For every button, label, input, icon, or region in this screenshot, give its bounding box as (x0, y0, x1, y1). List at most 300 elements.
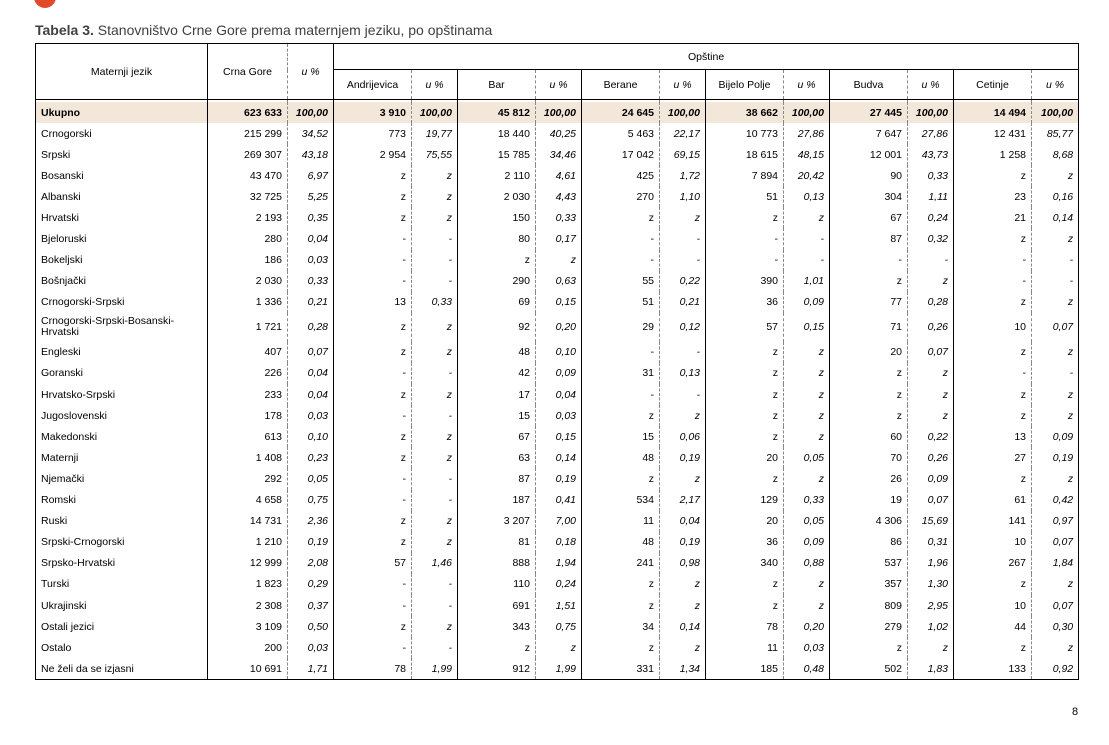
count-cell: 141 (954, 511, 1032, 532)
header-country: Crna Gore (208, 44, 288, 100)
count-cell: 12 001 (830, 144, 908, 165)
percent-cell: 0,30 (1032, 616, 1079, 637)
percent-cell: 0,20 (536, 313, 582, 342)
count-cell: z (954, 292, 1032, 313)
percent-cell: z (412, 165, 458, 186)
count-cell: 20 (706, 447, 784, 468)
percent-cell: z (908, 363, 954, 384)
count-cell: 2 954 (334, 144, 412, 165)
count-cell: 24 645 (582, 102, 660, 123)
count-cell: 304 (830, 186, 908, 207)
percent-cell: - (412, 228, 458, 249)
table-title (35, 22, 492, 38)
count-cell: z (582, 574, 660, 595)
percent-cell: - (1032, 271, 1079, 292)
language-name: Bošnjački (36, 271, 208, 292)
percent-cell: 0,03 (536, 405, 582, 426)
count-cell: z (830, 271, 908, 292)
count-cell: 15 (582, 426, 660, 447)
percent-cell: 48,15 (784, 144, 830, 165)
count-cell: 241 (582, 553, 660, 574)
count-cell: z (334, 447, 412, 468)
percent-cell: 0,15 (784, 313, 830, 342)
percent-cell: - (784, 228, 830, 249)
percent-cell: 7,00 (536, 511, 582, 532)
percent-cell: z (784, 468, 830, 489)
count-cell: 537 (830, 553, 908, 574)
header-municipalities-group: Opštine (334, 44, 1079, 70)
count-cell: 7 894 (706, 165, 784, 186)
language-name: Engleski (36, 342, 208, 363)
percent-cell: z (412, 313, 458, 342)
count-cell: 10 773 (706, 123, 784, 144)
percent-cell: 0,05 (784, 511, 830, 532)
count-cell: 15 785 (458, 144, 536, 165)
table-row (36, 186, 1079, 207)
language-name: Ukrajinski (36, 595, 208, 616)
count-cell: - (334, 637, 412, 658)
count-cell: 51 (582, 292, 660, 313)
count-cell: z (954, 342, 1032, 363)
count-cell: 67 (458, 426, 536, 447)
count-cell: 17 042 (582, 144, 660, 165)
percent-cell: z (1032, 342, 1079, 363)
percent-cell: 0,31 (908, 532, 954, 553)
language-name: Bokeljski (36, 250, 208, 271)
language-name: Bjeloruski (36, 228, 208, 249)
count-cell: 20 (830, 342, 908, 363)
count-cell: 279 (830, 616, 908, 637)
percent-cell: 15,69 (908, 511, 954, 532)
count-cell: z (334, 532, 412, 553)
count-cell: 12 431 (954, 123, 1032, 144)
count-cell: 3 910 (334, 102, 412, 123)
count-cell: z (706, 342, 784, 363)
percent-cell: 0,33 (288, 271, 334, 292)
percent-cell: 0,04 (288, 384, 334, 405)
count-cell: 80 (458, 228, 536, 249)
count-cell: - (582, 228, 660, 249)
count-cell: z (582, 595, 660, 616)
count-cell: 2 110 (458, 165, 536, 186)
count-cell: - (706, 228, 784, 249)
count-cell: 21 (954, 207, 1032, 228)
count-cell: 187 (458, 490, 536, 511)
count-cell: 425 (582, 165, 660, 186)
percent-cell: 100,00 (660, 102, 706, 123)
percent-cell: 8,68 (1032, 144, 1079, 165)
count-cell: 200 (208, 637, 288, 658)
percent-cell: 0,04 (536, 384, 582, 405)
count-cell: z (830, 405, 908, 426)
count-cell: 19 (830, 490, 908, 511)
percent-cell: 0,75 (288, 490, 334, 511)
percent-cell: 0,14 (660, 616, 706, 637)
percent-cell: 0,26 (908, 447, 954, 468)
percent-cell: z (412, 447, 458, 468)
percent-cell: 1,71 (288, 658, 334, 680)
header-municipality-pct: u % (412, 70, 458, 100)
percent-cell: 0,13 (660, 363, 706, 384)
count-cell: z (706, 595, 784, 616)
count-cell: - (334, 468, 412, 489)
count-cell: 63 (458, 447, 536, 468)
percent-cell: z (1032, 165, 1079, 186)
header-municipality-pct: u % (1032, 70, 1079, 100)
count-cell: 51 (706, 186, 784, 207)
percent-cell: z (536, 250, 582, 271)
publisher-logo-icon (34, 0, 56, 8)
count-cell: 27 445 (830, 102, 908, 123)
count-cell: 1 258 (954, 144, 1032, 165)
language-name: Ukupno (36, 102, 208, 123)
percent-cell: - (412, 574, 458, 595)
count-cell: 502 (830, 658, 908, 680)
percent-cell: 1,72 (660, 165, 706, 186)
count-cell: z (954, 468, 1032, 489)
count-cell: 20 (706, 511, 784, 532)
table-row (36, 271, 1079, 292)
count-cell: 150 (458, 207, 536, 228)
count-cell: z (582, 207, 660, 228)
count-cell: z (830, 384, 908, 405)
count-cell: 71 (830, 313, 908, 342)
count-cell: 36 (706, 532, 784, 553)
percent-cell: 0,04 (288, 363, 334, 384)
percent-cell: z (660, 468, 706, 489)
count-cell: 90 (830, 165, 908, 186)
count-cell: 215 299 (208, 123, 288, 144)
header-municipality-pct: u % (908, 70, 954, 100)
count-cell: 87 (458, 468, 536, 489)
header-country-pct: u % (288, 44, 334, 100)
count-cell: 70 (830, 447, 908, 468)
table-row (36, 595, 1079, 616)
percent-cell: 0,21 (288, 292, 334, 313)
header-municipality-pct: u % (660, 70, 706, 100)
count-cell: - (334, 405, 412, 426)
count-cell: 1 408 (208, 447, 288, 468)
header-municipality: Bijelo Polje (706, 70, 784, 100)
percent-cell: z (784, 574, 830, 595)
count-cell: 32 725 (208, 186, 288, 207)
count-cell: z (830, 363, 908, 384)
percent-cell: 0,21 (660, 292, 706, 313)
count-cell: 407 (208, 342, 288, 363)
count-cell: z (706, 384, 784, 405)
count-cell: 390 (706, 271, 784, 292)
count-cell: z (706, 574, 784, 595)
count-cell: 809 (830, 595, 908, 616)
count-cell: 14 494 (954, 102, 1032, 123)
count-cell: 69 (458, 292, 536, 313)
language-name: Njemački (36, 468, 208, 489)
count-cell: 78 (334, 658, 412, 680)
percent-cell: - (1032, 250, 1079, 271)
percent-cell: 0,24 (908, 207, 954, 228)
percent-cell: - (1032, 363, 1079, 384)
count-cell: 10 (954, 313, 1032, 342)
count-cell: 185 (706, 658, 784, 680)
count-cell: 55 (582, 271, 660, 292)
count-cell: 14 731 (208, 511, 288, 532)
percent-cell: 0,33 (908, 165, 954, 186)
language-name: Makedonski (36, 426, 208, 447)
count-cell: z (334, 384, 412, 405)
percent-cell: 0,29 (288, 574, 334, 595)
percent-cell: 1,02 (908, 616, 954, 637)
percent-cell: 0,07 (288, 342, 334, 363)
count-cell: 292 (208, 468, 288, 489)
percent-cell: 0,03 (784, 637, 830, 658)
count-cell: 77 (830, 292, 908, 313)
percent-cell: - (412, 637, 458, 658)
count-cell: - (954, 271, 1032, 292)
percent-cell: 0,32 (908, 228, 954, 249)
count-cell: z (830, 637, 908, 658)
table-row (36, 363, 1079, 384)
percent-cell: z (784, 384, 830, 405)
percent-cell: 1,10 (660, 186, 706, 207)
header-municipality: Cetinje (954, 70, 1032, 100)
percent-cell: 1,01 (784, 271, 830, 292)
percent-cell: z (1032, 637, 1079, 658)
percent-cell: 100,00 (288, 102, 334, 123)
percent-cell: 0,19 (1032, 447, 1079, 468)
count-cell: 86 (830, 532, 908, 553)
header-municipality-pct: u % (784, 70, 830, 100)
percent-cell: 0,03 (288, 405, 334, 426)
count-cell: 7 647 (830, 123, 908, 144)
count-cell: 233 (208, 384, 288, 405)
percent-cell: - (412, 363, 458, 384)
count-cell: z (706, 207, 784, 228)
percent-cell: z (412, 616, 458, 637)
count-cell: z (706, 426, 784, 447)
count-cell: z (334, 342, 412, 363)
count-cell: z (334, 186, 412, 207)
table-row (36, 207, 1079, 228)
count-cell: z (954, 405, 1032, 426)
count-cell: z (582, 637, 660, 658)
percent-cell: 1,84 (1032, 553, 1079, 574)
percent-cell: 0,03 (288, 250, 334, 271)
count-cell: 17 (458, 384, 536, 405)
percent-cell: 1,96 (908, 553, 954, 574)
count-cell: 44 (954, 616, 1032, 637)
count-cell: 5 463 (582, 123, 660, 144)
percent-cell: 6,97 (288, 165, 334, 186)
percent-cell: - (412, 595, 458, 616)
count-cell: 691 (458, 595, 536, 616)
percent-cell: 0,33 (412, 292, 458, 313)
count-cell: 61 (954, 490, 1032, 511)
percent-cell: z (908, 384, 954, 405)
percent-cell: 1,51 (536, 595, 582, 616)
percent-cell: 20,42 (784, 165, 830, 186)
percent-cell: 0,15 (536, 292, 582, 313)
count-cell: z (706, 363, 784, 384)
count-cell: z (954, 165, 1032, 186)
percent-cell: 0,19 (536, 468, 582, 489)
count-cell: 773 (334, 123, 412, 144)
percent-cell: z (412, 384, 458, 405)
count-cell: z (954, 228, 1032, 249)
count-cell: 57 (706, 313, 784, 342)
count-cell: 270 (582, 186, 660, 207)
table-row (36, 405, 1079, 426)
percent-cell: 1,83 (908, 658, 954, 680)
count-cell: 48 (582, 532, 660, 553)
percent-cell: 0,28 (908, 292, 954, 313)
count-cell: z (334, 616, 412, 637)
percent-cell: 0,10 (536, 342, 582, 363)
percent-cell: 100,00 (536, 102, 582, 123)
count-cell: 13 (954, 426, 1032, 447)
count-cell: 129 (706, 490, 784, 511)
percent-cell: 0,07 (1032, 595, 1079, 616)
percent-cell: z (908, 637, 954, 658)
count-cell: 110 (458, 574, 536, 595)
count-cell: 2 193 (208, 207, 288, 228)
count-cell: z (458, 637, 536, 658)
percent-cell: 100,00 (784, 102, 830, 123)
count-cell: 357 (830, 574, 908, 595)
header-municipality: Berane (582, 70, 660, 100)
count-cell: - (334, 271, 412, 292)
count-cell: 42 (458, 363, 536, 384)
percent-cell: 0,15 (536, 426, 582, 447)
count-cell: - (582, 250, 660, 271)
count-cell: 280 (208, 228, 288, 249)
language-name: Srpsko-Hrvatski (36, 553, 208, 574)
percent-cell: 0,97 (1032, 511, 1079, 532)
count-cell: - (582, 342, 660, 363)
percent-cell: 34,46 (536, 144, 582, 165)
percent-cell: z (1032, 574, 1079, 595)
percent-cell: z (784, 405, 830, 426)
header-language: Maternji jezik (36, 44, 208, 100)
count-cell: 29 (582, 313, 660, 342)
percent-cell: z (412, 511, 458, 532)
percent-cell: - (660, 228, 706, 249)
percent-cell: 43,73 (908, 144, 954, 165)
language-name: Romski (36, 490, 208, 511)
count-cell: 2 308 (208, 595, 288, 616)
header-municipality-pct: u % (536, 70, 582, 100)
percent-cell: 0,09 (536, 363, 582, 384)
percent-cell: 0,19 (660, 447, 706, 468)
table-row (36, 313, 1079, 342)
count-cell: 1 721 (208, 313, 288, 342)
percent-cell: 0,92 (1032, 658, 1079, 680)
percent-cell: 0,20 (784, 616, 830, 637)
count-cell: 1 336 (208, 292, 288, 313)
count-cell: z (458, 250, 536, 271)
percent-cell: 0,18 (536, 532, 582, 553)
count-cell: 12 999 (208, 553, 288, 574)
percent-cell: - (660, 384, 706, 405)
count-cell: 23 (954, 186, 1032, 207)
percent-cell: 2,36 (288, 511, 334, 532)
count-cell: z (334, 313, 412, 342)
language-name: Ne želi da se izjasni (36, 658, 208, 680)
count-cell: 623 633 (208, 102, 288, 123)
percent-cell: 0,98 (660, 553, 706, 574)
count-cell: 81 (458, 532, 536, 553)
percent-cell: 0,10 (288, 426, 334, 447)
count-cell: - (334, 250, 412, 271)
table-row (36, 532, 1079, 553)
count-cell: - (334, 574, 412, 595)
count-cell: - (706, 250, 784, 271)
count-cell: 13 (334, 292, 412, 313)
percent-cell: 0,35 (288, 207, 334, 228)
percent-cell: 2,17 (660, 490, 706, 511)
percent-cell: 0,05 (288, 468, 334, 489)
count-cell: z (582, 405, 660, 426)
percent-cell: z (412, 186, 458, 207)
language-name: Ostali jezici (36, 616, 208, 637)
count-cell: z (706, 405, 784, 426)
count-cell: 11 (582, 511, 660, 532)
percent-cell: z (784, 342, 830, 363)
percent-cell: z (784, 595, 830, 616)
language-name: Srpski-Crnogorski (36, 532, 208, 553)
percent-cell: 1,46 (412, 553, 458, 574)
count-cell: 331 (582, 658, 660, 680)
language-table (35, 43, 1079, 680)
table-row (36, 228, 1079, 249)
count-cell: - (334, 595, 412, 616)
table-row (36, 468, 1079, 489)
table-row (36, 447, 1079, 468)
percent-cell: 85,77 (1032, 123, 1079, 144)
page-number: 8 (1072, 706, 1079, 718)
percent-cell: - (660, 342, 706, 363)
percent-cell: 0,12 (660, 313, 706, 342)
language-name: Albanski (36, 186, 208, 207)
count-cell: 31 (582, 363, 660, 384)
count-cell: - (830, 250, 908, 271)
count-cell: 45 812 (458, 102, 536, 123)
percent-cell: z (412, 532, 458, 553)
percent-cell: 43,18 (288, 144, 334, 165)
language-name: Hrvatsko-Srpski (36, 384, 208, 405)
count-cell: 10 691 (208, 658, 288, 680)
count-cell: 133 (954, 658, 1032, 680)
percent-cell: 34,52 (288, 123, 334, 144)
percent-cell: 100,00 (1032, 102, 1079, 123)
percent-cell: - (908, 250, 954, 271)
header-municipality: Bar (458, 70, 536, 100)
percent-cell: z (1032, 468, 1079, 489)
percent-cell: 4,43 (536, 186, 582, 207)
count-cell: 78 (706, 616, 784, 637)
percent-cell: z (536, 637, 582, 658)
count-cell: z (954, 384, 1032, 405)
percent-cell: 1,99 (412, 658, 458, 680)
count-cell: - (954, 250, 1032, 271)
count-cell: 178 (208, 405, 288, 426)
table-row (36, 342, 1079, 363)
percent-cell: z (660, 207, 706, 228)
count-cell: 1 823 (208, 574, 288, 595)
count-cell: z (954, 637, 1032, 658)
percent-cell: - (412, 271, 458, 292)
percent-cell: 0,03 (288, 637, 334, 658)
language-name: Crnogorski-Srpski-Bosanski-Hrvatski (36, 313, 208, 342)
